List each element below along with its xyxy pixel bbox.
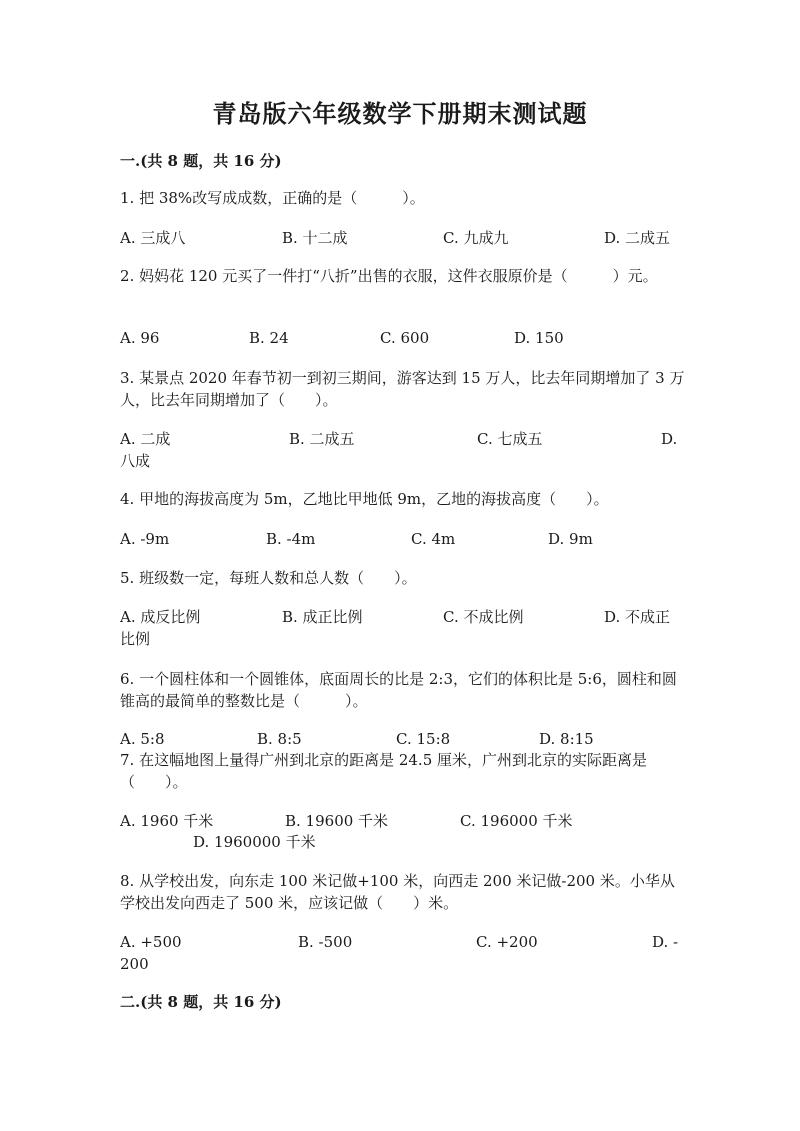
question-8-option-b[interactable]: B. -500 bbox=[298, 933, 353, 951]
section-heading-2: 二.(共 8 题，共 16 分) bbox=[120, 993, 282, 1011]
question-5-option-d[interactable]: D. 不成正 bbox=[604, 608, 671, 626]
question-6-option-d[interactable]: D. 8:15 bbox=[539, 730, 594, 748]
question-1-option-c[interactable]: C. 九成九 bbox=[443, 229, 509, 247]
question-1-stem: 1. 把 38%改写成成数，正确的是（ ）。 bbox=[120, 189, 425, 207]
question-6-option-b[interactable]: B. 8:5 bbox=[257, 730, 302, 748]
question-5-stem: 5. 班级数一定，每班人数和总人数（ ）。 bbox=[120, 569, 417, 587]
question-2-option-b[interactable]: B. 24 bbox=[249, 329, 289, 347]
question-3-option-a[interactable]: A. 二成 bbox=[120, 430, 171, 448]
question-8-option-d-wrap: 200 bbox=[120, 955, 149, 973]
question-7-option-d[interactable]: D. 1960000 千米 bbox=[193, 833, 316, 851]
question-2-stem: 2. 妈妈花 120 元买了一件打“八折”出售的衣服，这件衣服原价是（ ）元。 bbox=[120, 267, 658, 285]
question-3-option-d[interactable]: D. bbox=[661, 430, 678, 448]
question-6-option-a[interactable]: A. 5:8 bbox=[120, 730, 165, 748]
question-8-option-a[interactable]: A. +500 bbox=[120, 933, 182, 951]
question-4-option-a[interactable]: A. -9m bbox=[120, 530, 170, 548]
question-2-option-c[interactable]: C. 600 bbox=[380, 329, 430, 347]
question-5-option-a[interactable]: A. 成反比例 bbox=[120, 608, 201, 626]
question-1-option-d[interactable]: D. 二成五 bbox=[604, 229, 671, 247]
page-title: 青岛版六年级数学下册期末测试题 bbox=[212, 99, 588, 128]
question-1-option-b[interactable]: B. 十二成 bbox=[282, 229, 348, 247]
question-1-option-a[interactable]: A. 三成八 bbox=[120, 229, 186, 247]
question-7-option-b[interactable]: B. 19600 千米 bbox=[285, 812, 389, 830]
question-5-option-d-wrap: 比例 bbox=[120, 630, 151, 648]
question-7-stem: 7. 在这幅地图上量得广州到北京的距离是 24.5 厘米，广州到北京的实际距离是（ ）。 bbox=[120, 751, 648, 791]
question-8-option-d[interactable]: D. - bbox=[652, 933, 679, 951]
question-2-option-a[interactable]: A. 96 bbox=[120, 329, 160, 347]
question-6-option-c[interactable]: C. 15:8 bbox=[396, 730, 451, 748]
question-3-option-d-wrap: 八成 bbox=[120, 452, 151, 470]
question-6-stem: 6. 一个圆柱体和一个圆锥体，底面周长的比是 2:3，它们的体积比是 5:6，圆柱和圆锥高的最简单的整数比是（ ）。 bbox=[120, 670, 677, 710]
question-4-option-c[interactable]: C. 4m bbox=[411, 530, 456, 548]
question-4-stem: 4. 甲地的海拔高度为 5m，乙地比甲地低 9m，乙地的海拔高度（ ）。 bbox=[120, 490, 609, 508]
question-8-option-c[interactable]: C. +200 bbox=[476, 933, 538, 951]
question-3-option-c[interactable]: C. 七成五 bbox=[477, 430, 543, 448]
question-4-option-d[interactable]: D. 9m bbox=[548, 530, 593, 548]
section-heading-1: 一.(共 8 题，共 16 分) bbox=[120, 152, 282, 170]
question-2-option-d[interactable]: D. 150 bbox=[514, 329, 564, 347]
question-7-option-a[interactable]: A. 1960 千米 bbox=[120, 812, 214, 830]
question-8-stem: 8. 从学校出发，向东走 100 米记做+100 米，向西走 200 米记做-200 米。小华从学校出发向西走了 500 米，应该记做（ ）米。 bbox=[120, 872, 675, 912]
question-5-option-b[interactable]: B. 成正比例 bbox=[282, 608, 363, 626]
question-3-option-b[interactable]: B. 二成五 bbox=[289, 430, 355, 448]
question-7-option-c[interactable]: C. 196000 千米 bbox=[460, 812, 573, 830]
question-3-stem: 3. 某景点 2020 年春节初一到初三期间，游客达到 15 万人，比去年同期增加了 3 万人，比去年同期增加了（ ）。 bbox=[120, 369, 685, 409]
question-4-option-b[interactable]: B. -4m bbox=[266, 530, 316, 548]
question-5-option-c[interactable]: C. 不成比例 bbox=[443, 608, 524, 626]
